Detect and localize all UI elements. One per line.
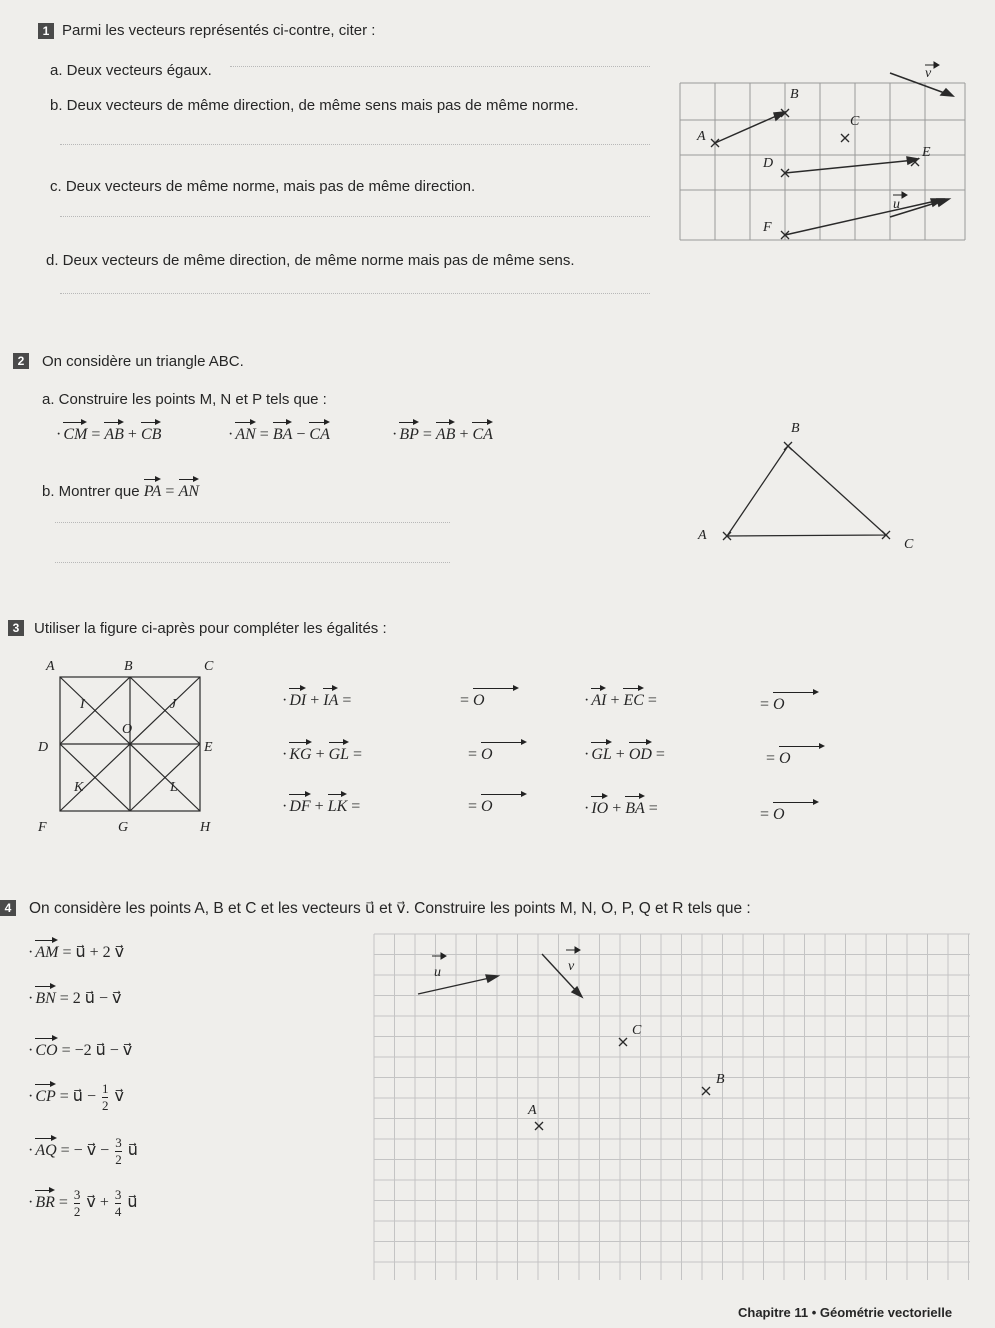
ex3-label-J: J (170, 697, 177, 712)
ex1-item-b: b. Deux vecteurs de même direction, de même sens mais pas de même norme. (50, 97, 579, 114)
ex3-label-O: O (122, 722, 133, 737)
ex4-label-v: v (568, 959, 575, 974)
ex1-label-C: C (850, 114, 860, 129)
exercise-number-4: 4 (0, 900, 16, 916)
ex4-label-u: u (434, 965, 441, 980)
exercise-2-intro: On considère un triangle ABC. (42, 353, 244, 370)
ex3-result-2: = O (760, 690, 819, 714)
ex3-label-F: F (38, 820, 47, 835)
ex4-label-B: B (716, 1072, 725, 1087)
ex4-relation-4: · CP = u⃗ − $\frac{1}{2}$ v⃗ (28, 1081, 124, 1113)
ex3-label-K: K (74, 780, 84, 795)
ex3-label-B: B (124, 659, 133, 674)
ex1-label-D: D (763, 156, 774, 171)
ex1-label-u: u (893, 197, 900, 212)
ex1-label-v: v (925, 66, 932, 81)
ex1-item-a: a. Deux vecteurs égaux. (50, 62, 212, 79)
exercise-number-2: 2 (13, 353, 29, 369)
ex2-label-C: C (904, 537, 914, 552)
ex4-relation-5: · AQ = − v⃗ − $\frac{3}{2}$ u⃗ (28, 1135, 138, 1167)
ex3-result-3: = O (468, 740, 527, 764)
ex3-equality-2: · AI + EC = (584, 686, 657, 710)
exercise-number-1: 1 (38, 23, 54, 39)
ex3-equality-4: · GL + OD = (584, 740, 665, 764)
ex4-label-C: C (632, 1023, 642, 1038)
ex4-relation-3: · CO = −2 u⃗ − v⃗ (28, 1036, 132, 1060)
ex4-relation-6: · BR = $\frac{3}{2}$ v⃗ + $\frac{3}{4}$ u⃗ (28, 1187, 138, 1219)
ex1-vector-figure (675, 55, 975, 250)
ex3-label-G: G (118, 820, 129, 835)
ex2-equation-3: · BP = AB + CA (392, 420, 493, 444)
ex3-result-1: = O (460, 686, 519, 710)
ex3-result-6: = O (760, 800, 819, 824)
ex3-label-D: D (38, 740, 49, 755)
ex1-label-F: F (763, 220, 772, 235)
ex2-part-a: a. Construire les points M, N et P tels que : (42, 391, 327, 408)
ex4-relation-1: · AM = u⃗ + 2 v⃗ (28, 938, 124, 962)
ex1-label-E: E (922, 145, 931, 160)
ex3-label-H: H (200, 820, 211, 835)
ex3-result-5: = O (468, 792, 527, 816)
ex1-item-c: c. Deux vecteurs de même norme, mais pas de même direction. (50, 178, 476, 195)
ex3-label-A: A (46, 659, 55, 674)
page-footer: Chapitre 11 • Géométrie vectorielle (738, 1305, 953, 1320)
ex1-label-A: A (697, 129, 706, 144)
ex1-label-B: B (790, 87, 799, 102)
ex3-equality-3: · KG + GL = (282, 740, 362, 764)
ex1-item-d: d. Deux vecteurs de même direction, de même norme mais pas de même sens. (46, 252, 575, 269)
ex2-label-B: B (791, 421, 800, 436)
ex3-equality-5: · DF + LK = (282, 792, 360, 816)
ex3-equality-6: · IO + BA = (584, 794, 658, 818)
ex4-grid-figure (370, 930, 980, 1285)
ex2-equation-2: · AN = BA − CA (228, 420, 330, 444)
ex2-part-b: b. Montrer que PA = AN (42, 477, 199, 501)
exercise-number-3: 3 (8, 620, 24, 636)
ex2-triangle-figure (690, 415, 930, 555)
ex2-label-A: A (698, 528, 707, 543)
ex3-square-figure (30, 655, 230, 840)
ex4-relation-2: · BN = 2 u⃗ − v⃗ (28, 984, 121, 1008)
exercise-3-intro: Utiliser la figure ci-après pour compléter les égalités : (34, 620, 387, 637)
ex3-label-I: I (80, 697, 85, 712)
exercise-1-intro: Parmi les vecteurs représentés ci-contre, citer : (62, 22, 376, 39)
ex3-result-4: = O (766, 744, 825, 768)
ex3-label-E: E (204, 740, 213, 755)
ex4-label-A: A (528, 1103, 537, 1118)
ex3-equality-1: · DI + IA = (282, 686, 351, 710)
ex3-label-C: C (204, 659, 214, 674)
ex2-equation-1: · CM = AB + CB (56, 420, 161, 444)
exercise-4-intro: On considère les points A, B et C et les vecteurs u⃗ et v⃗. Construire les points M, N, O, P, Q et R tels que : (29, 900, 751, 917)
ex3-label-L: L (170, 780, 178, 795)
